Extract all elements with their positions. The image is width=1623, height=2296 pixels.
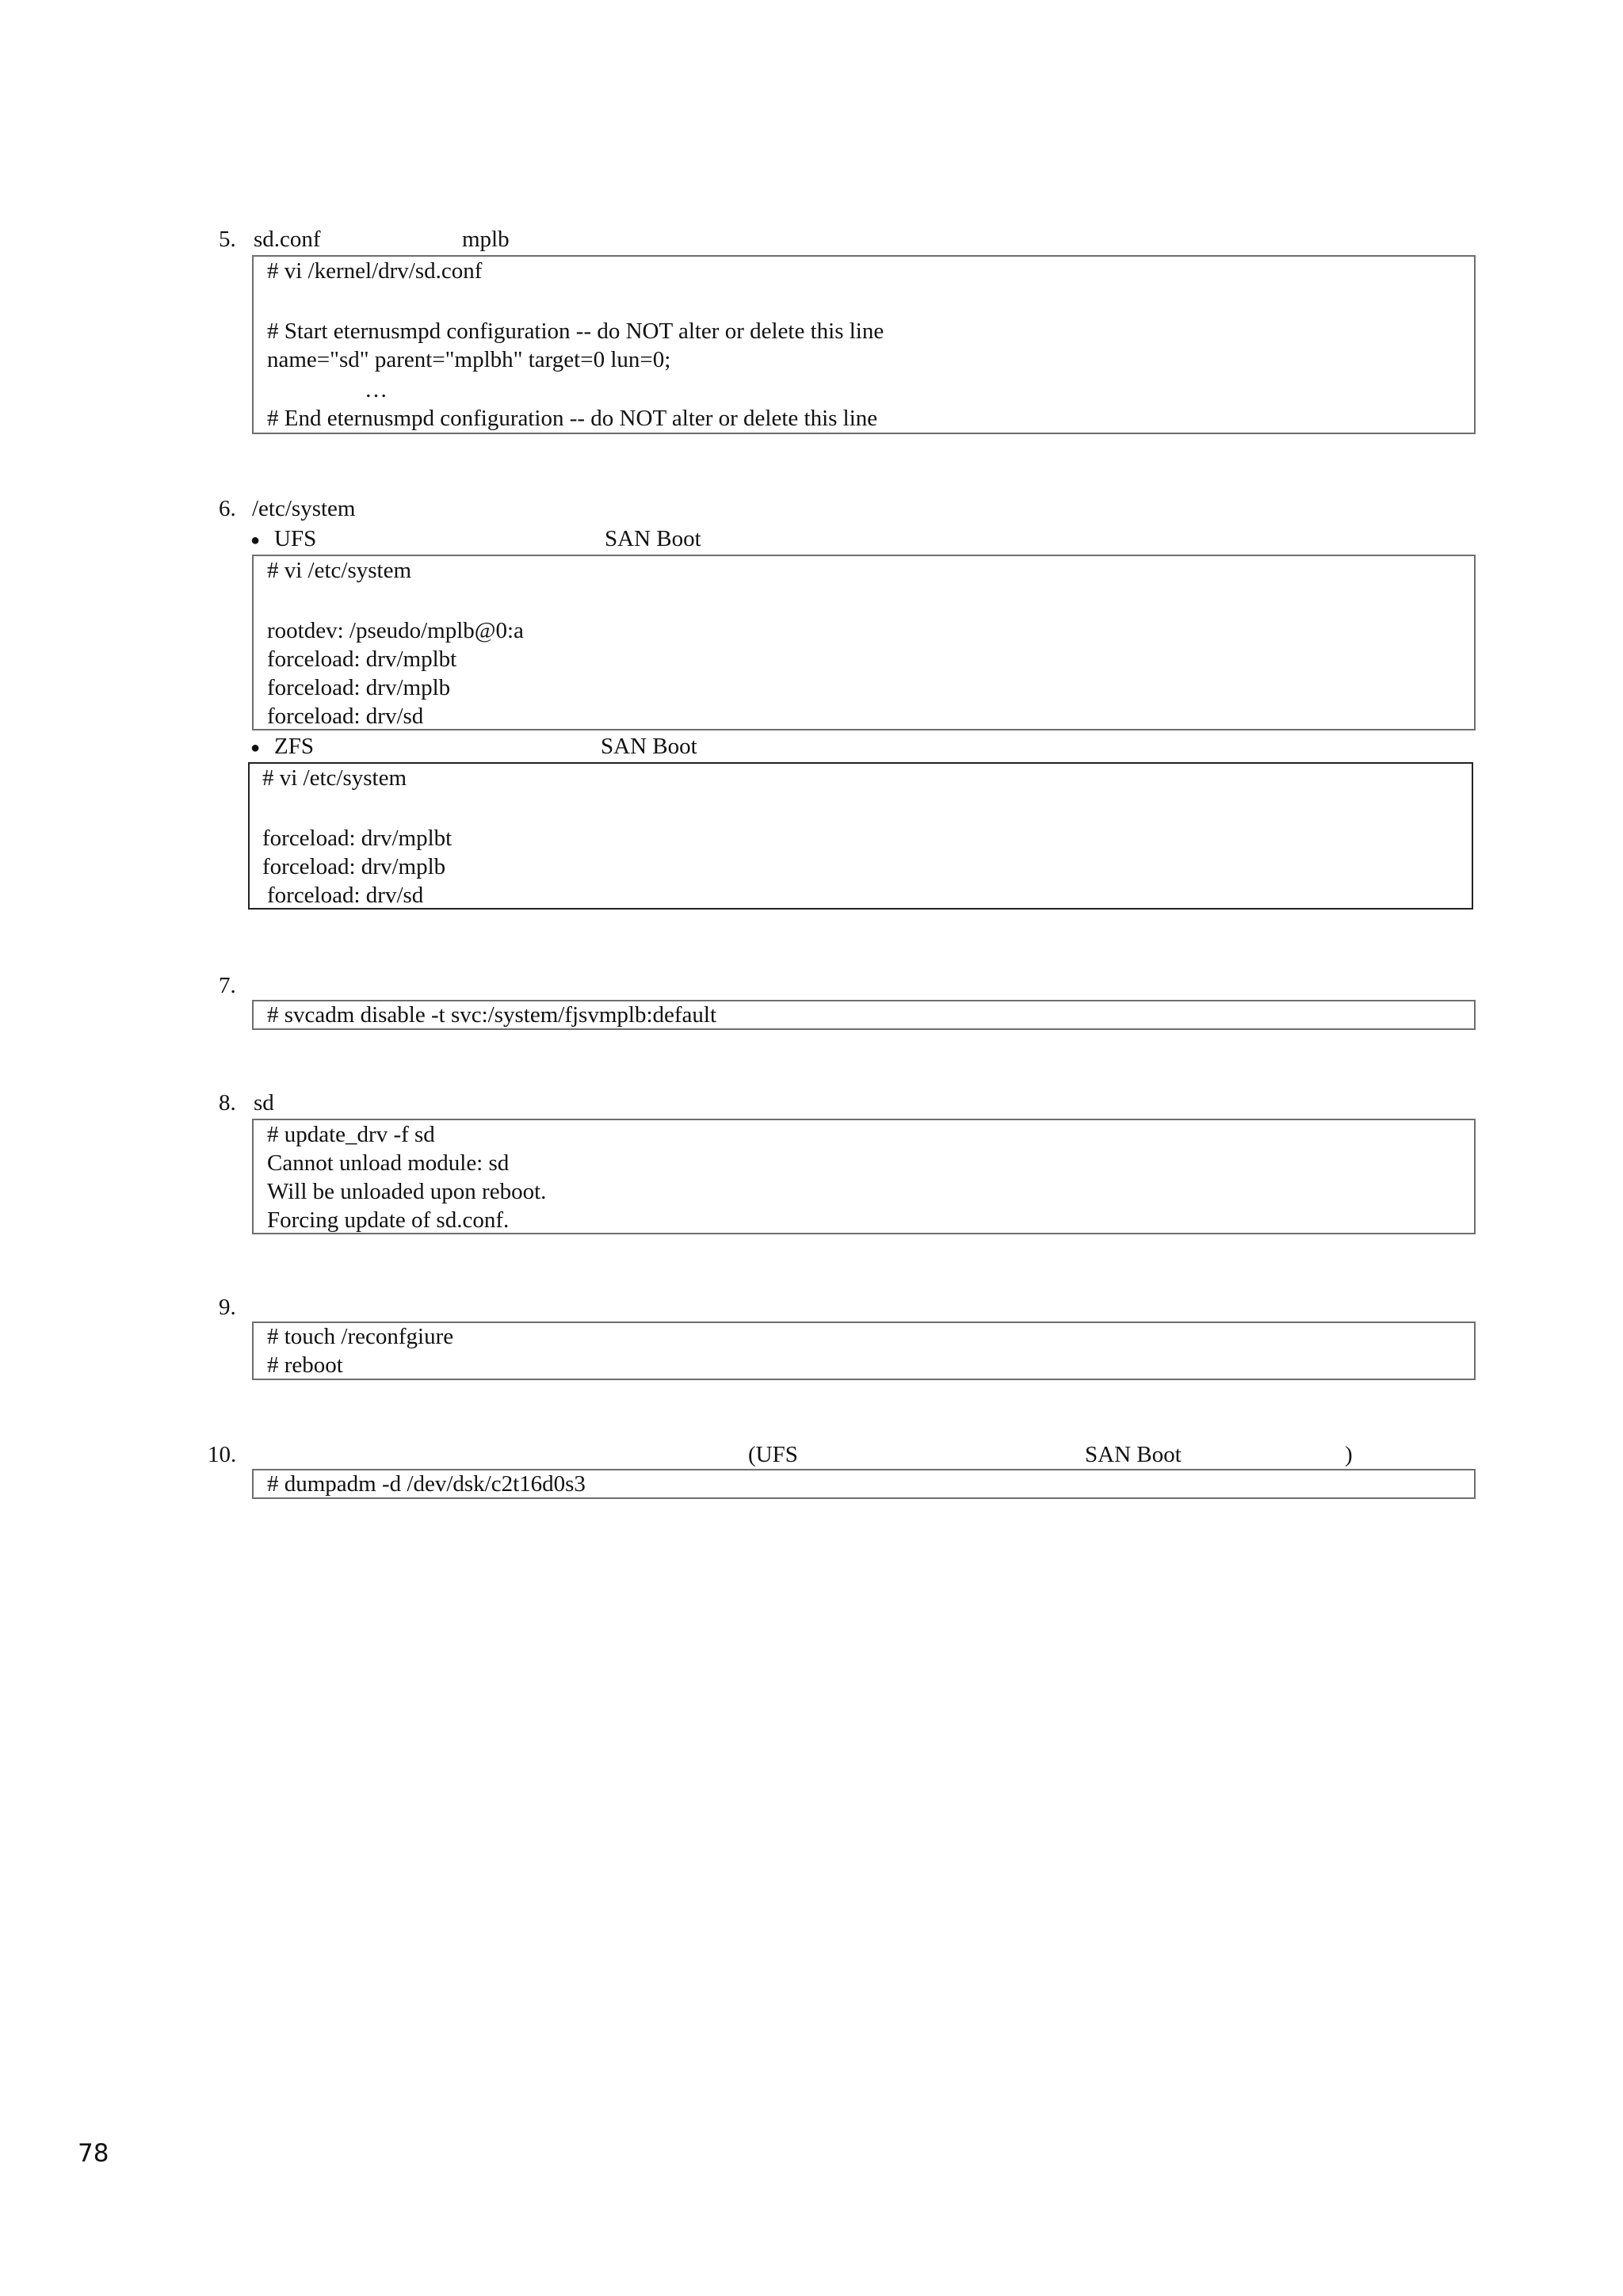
code-line: # update_drv -f sd xyxy=(267,1122,435,1147)
code-line: forceload: drv/mplb xyxy=(262,854,446,879)
step-number: 5. xyxy=(219,227,236,252)
code-box xyxy=(252,1119,1476,1234)
subitem-label: SAN Boot xyxy=(601,734,697,759)
bullet-icon: ● xyxy=(250,532,261,549)
code-line: # End eternusmpd configuration -- do NOT alter or delete this line xyxy=(267,406,878,431)
step-heading-term: (UFS xyxy=(748,1442,798,1467)
step-number: 6. xyxy=(219,496,236,521)
code-box xyxy=(252,555,1476,730)
step-heading-term: sd.conf xyxy=(254,227,321,252)
code-line: # dumpadm -d /dev/dsk/c2t16d0s3 xyxy=(267,1471,586,1497)
step-number: 9. xyxy=(219,1295,236,1320)
subitem-label: UFS xyxy=(274,526,317,551)
code-box xyxy=(248,762,1473,910)
step-number: 7. xyxy=(219,973,236,998)
step-heading-term: mplb xyxy=(462,227,510,252)
code-line: Forcing update of sd.conf. xyxy=(267,1207,510,1233)
code-line: Cannot unload module: sd xyxy=(267,1150,510,1176)
step-number: 10. xyxy=(208,1442,237,1467)
code-box xyxy=(252,255,1476,434)
step-heading-term: ) xyxy=(1345,1442,1353,1467)
code-line: name="sd" parent="mplbh" target=0 lun=0; xyxy=(267,347,671,372)
code-box xyxy=(252,1469,1476,1499)
code-line: # Start eternusmpd configuration -- do NOT alter or delete this line xyxy=(267,318,884,344)
step-number: 8. xyxy=(219,1090,236,1116)
page-number: 78 xyxy=(78,2139,109,2168)
code-line: Will be unloaded upon reboot. xyxy=(267,1179,547,1204)
step-heading-term: /etc/system xyxy=(252,496,356,521)
step-heading-term: sd xyxy=(254,1090,274,1116)
step-heading-term: SAN Boot xyxy=(1085,1442,1182,1467)
bullet-icon: ● xyxy=(250,739,261,757)
code-line: forceload: drv/mplb xyxy=(267,675,451,700)
code-box xyxy=(252,1000,1476,1030)
code-line: forceload: drv/mplbt xyxy=(262,826,453,851)
code-line: # svcadm disable -t svc:/system/fjsvmplb:default xyxy=(267,1002,717,1028)
code-line: forceload: drv/sd xyxy=(267,704,424,729)
code-line: # vi /etc/system xyxy=(267,558,412,583)
code-line-ellipsis: … xyxy=(365,377,388,402)
code-line: # reboot xyxy=(267,1352,343,1378)
code-line: # vi /kernel/drv/sd.conf xyxy=(267,258,483,284)
code-line: forceload: drv/sd xyxy=(267,883,424,908)
code-line: rootdev: /pseudo/mplb@0:a xyxy=(267,618,524,643)
subitem-label: SAN Boot xyxy=(605,526,701,551)
code-line: forceload: drv/mplbt xyxy=(267,646,457,672)
subitem-label: ZFS xyxy=(274,734,314,759)
code-line: # vi /etc/system xyxy=(262,765,407,791)
code-box xyxy=(252,1322,1476,1380)
code-line: # touch /reconfgiure xyxy=(267,1324,454,1349)
